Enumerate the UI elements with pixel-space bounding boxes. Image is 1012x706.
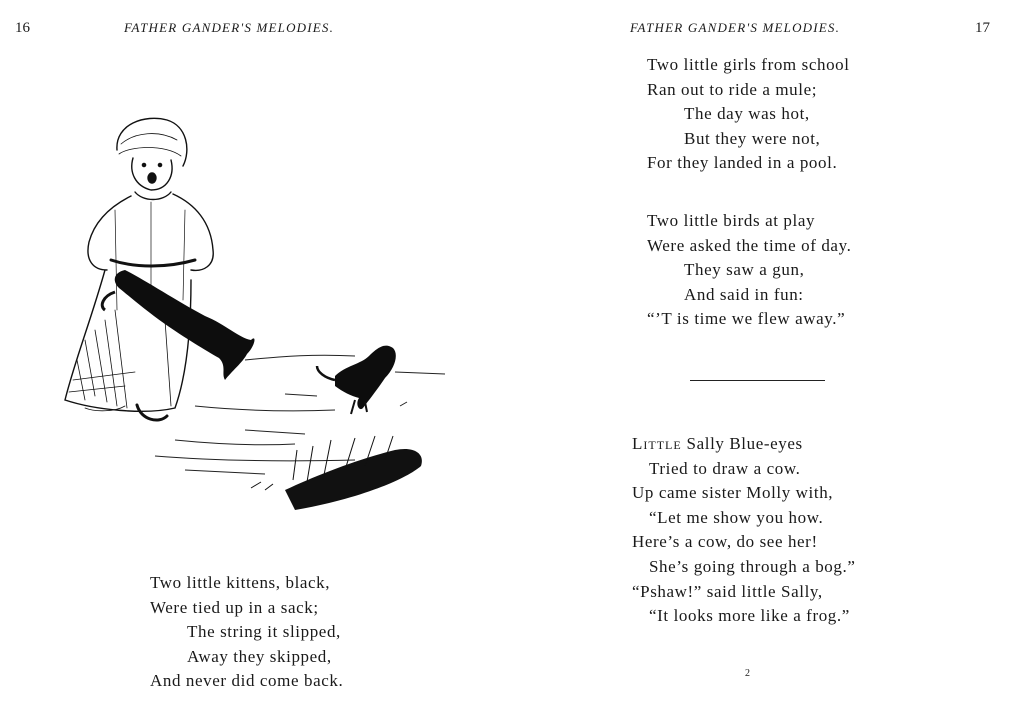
section-divider-rule xyxy=(690,380,825,381)
poem-line: Tried to draw a cow. xyxy=(649,458,801,478)
poem-line: Two little girls from school xyxy=(647,55,850,74)
ink-drawing-child-with-cats xyxy=(55,110,455,530)
poem-line: And said in fun: xyxy=(684,284,804,304)
poem-line: Two little birds at play xyxy=(647,211,816,230)
right-page-number: 17 xyxy=(975,20,990,36)
poem-line: The string it slipped, xyxy=(187,622,341,642)
poem-line: Two little kittens, black, xyxy=(150,573,331,592)
drop-word: Little xyxy=(632,434,682,453)
poem-line: But they were not, xyxy=(684,128,821,148)
poem-line: Were asked the time of day. xyxy=(647,235,852,255)
right-poem-three xyxy=(632,432,856,629)
right-running-head: FATHER GANDER'S MELODIES. xyxy=(630,20,841,35)
poem-line: For they landed in a pool. xyxy=(647,153,838,173)
poem-line: Ran out to ride a mule; xyxy=(647,79,818,99)
poem-line: “’T is time we flew away.” xyxy=(647,309,846,329)
poem-line: “It looks more like a frog.” xyxy=(649,606,850,626)
poem-line: The day was hot, xyxy=(684,104,810,124)
poem-line xyxy=(632,432,856,457)
poem-line: She’s going through a bog.” xyxy=(649,556,856,576)
signature-mark: 2 xyxy=(745,668,750,679)
poem-line: Away they skipped, xyxy=(187,646,332,666)
left-page-number: 16 xyxy=(15,20,30,36)
poem-line: Up came sister Molly with, xyxy=(632,483,834,503)
poem-line-rest: Sally Blue-eyes xyxy=(681,434,803,453)
poem-line: And never did come back. xyxy=(150,671,344,691)
left-running-head: FATHER GANDER'S MELODIES. xyxy=(124,20,335,35)
poem-line: Were tied up in a sack; xyxy=(150,597,319,617)
poem-line: Here’s a cow, do see her! xyxy=(632,532,818,552)
left-poem xyxy=(150,571,343,694)
poem-line: They saw a gun, xyxy=(684,260,805,280)
poem-line: “Pshaw!” said little Sally, xyxy=(632,581,823,601)
right-poem-two xyxy=(647,209,851,332)
poem-line: “Let me show you how. xyxy=(649,507,824,527)
right-poem-one xyxy=(647,53,850,176)
